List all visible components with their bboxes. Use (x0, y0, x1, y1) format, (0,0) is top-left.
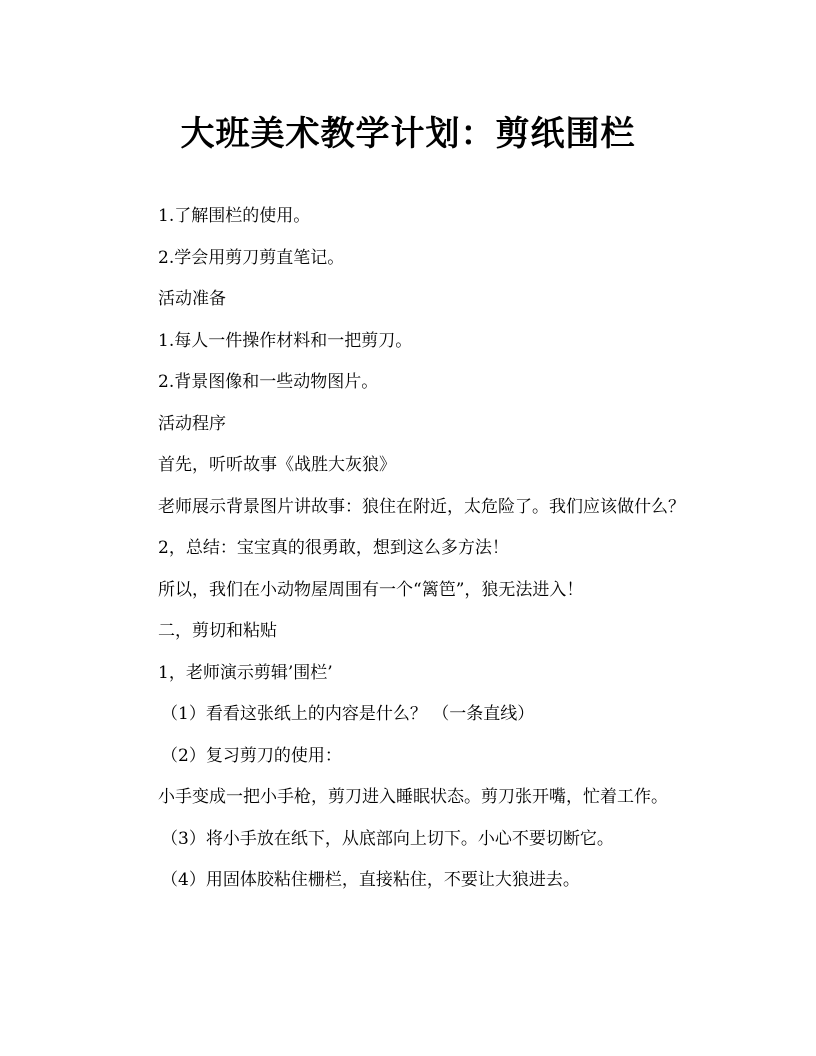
paragraph-4: 2.背景图像和一些动物图片。 (158, 372, 379, 392)
paragraph-11: （2）复习剪刀的使用： (161, 745, 342, 766)
paragraph-3: 1.每人一件操作材料和一把剪刀。 (158, 330, 413, 351)
paragraph-13: （3）将小手放在纸下，从底部向上切下。小心不要切断它。 (161, 828, 614, 849)
heading-cut-paste: 二，剪切和粘贴 (158, 621, 277, 641)
document-body (116, 202, 704, 908)
paragraph-1: 1.了解围栏的使用。 (158, 206, 311, 226)
paragraph-5: 首先，听听故事《战胜大灰狼》 (158, 455, 396, 475)
heading-procedure: 活动程序 (158, 413, 226, 434)
paragraph-7: 2，总结：宝宝真的很勇敢，想到这么多方法！ (158, 538, 509, 558)
paragraph-6: 老师展示背景图片讲故事：狼住在附近，太危险了。我们应该做什么？ (158, 496, 685, 517)
paragraph-10: （1）看看这张纸上的内容是什么？ （一条直线） (161, 704, 535, 724)
paragraph-9: 1，老师演示剪辑’围栏’ (158, 662, 333, 683)
paragraph-8: 所以，我们在小动物屋周围有一个“篱笆”，狼无法进入！ (158, 579, 584, 600)
paragraph-12: 小手变成一把小手枪，剪刀进入睡眠状态。剪刀张开嘴，忙着工作。 (158, 787, 668, 807)
heading-preparation: 活动准备 (158, 289, 226, 309)
paragraph-14: （4）用固体胶粘住栅栏，直接粘住，不要让大狼进去。 (161, 870, 580, 890)
document-title: 大班美术教学计划：剪纸围栏 (180, 114, 636, 154)
paragraph-2: 2.学会用剪刀剪直笔记。 (158, 247, 345, 268)
